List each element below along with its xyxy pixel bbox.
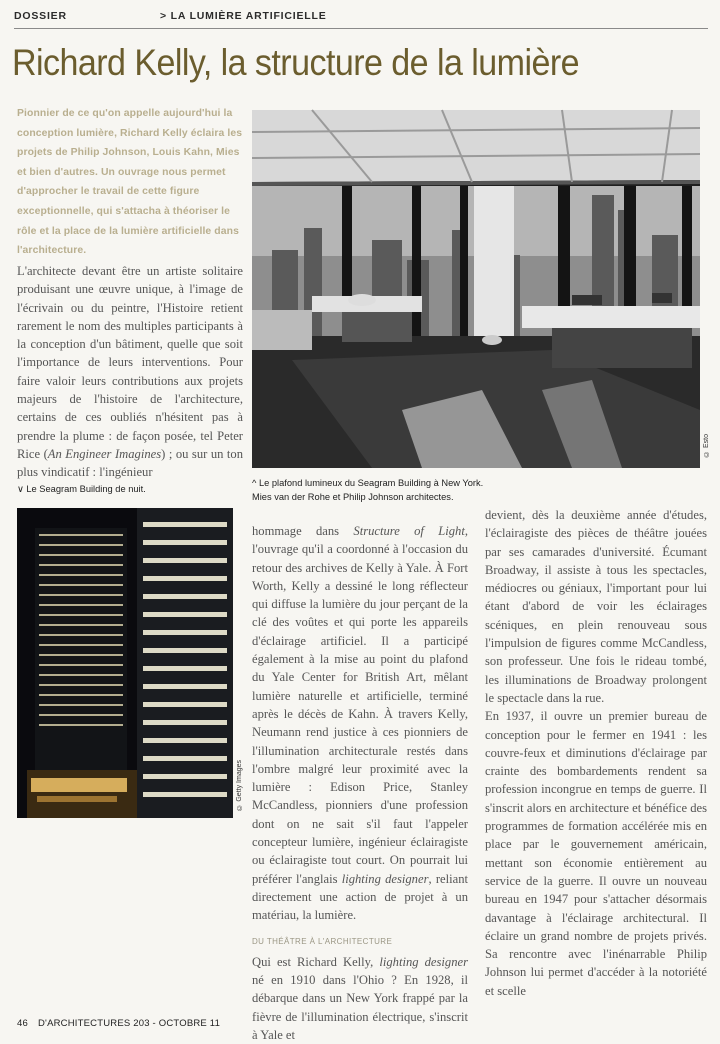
article-column-1: L'architecte devant être un artiste solitaire produisant une œuvre unique, à l'image de l'écrivain ou du peintre, l'Histoire retient rarement le nom des multiples participants à la conception d'un bâtiment, quelle que soit l'importance de leurs interventions. Pour faire valoir leurs contributions aux projets majeurs de l'histoire de l'architecture, certains de ces oubliés n'hésitent pas à prendre la plume : de façon posée, tel Peter Rice (An Engineer Imagines) ; ou sur un ton plus vindicatif : l'ingénieur <box>17 264 244 480</box>
main-photo-credit: © Esto <box>703 434 710 457</box>
section-subheading: DU THÉÂTRE À L'ARCHITECTURE <box>252 936 393 946</box>
header-rule <box>14 28 708 29</box>
seagram-interior-photo <box>252 110 700 468</box>
night-photo-credit: © Getty Images <box>236 760 243 811</box>
issue-info: D'ARCHITECTURES 203 - OCTOBRE 11 <box>38 1018 221 1029</box>
night-photo-caption: ∨ Le Seagram Building de nuit. <box>17 484 146 494</box>
main-photo-caption-line-2: Mies van der Rohe et Philip Johnson architectes. <box>252 492 454 502</box>
article-column-2: hommage dans Structure of Light, l'ouvrage qu'il a coordonné à l'occasion du retour des archives de Kelly à Yale. À Fort Worth, Kelly a dessiné le long réflecteur qui diffuse la lumière du jour perçant de la clé des voûtes et qui porte les appareils d'éclairage artificiel. Il a participé également à la mise au point du plafond du Yale Center for British Art, mêlant lumière naturelle et artificielle, terminé après le décès de Kahn. À travers Kelly, Neumann rend justice à ces pionniers de l'illumination architecturale restés dans l'ombre malgré leur proximité avec la lumière : Edison Price, Stanley McCandless, pionniers d'une profession dont on ne sait s'il faut l'appeler concepteur lumière, ingénieur éclairagiste ou éclairagiste tout court. On pourrait lui préférer l'anglais lighting designer, reliant directement une action de projet à un matériau, la lumière. DU THÉÂTRE À L'ARCHITECTURE Qui est Richard Kelly, lighting designer né en 1910 dans l'Ohio ? En 1928, il débarque dans un New York frappé par la fièvre de l'illumination électrique, s'inscrit à Yale et <box>252 524 469 1043</box>
page-title: Richard Kelly, la structure de la lumière <box>12 42 580 83</box>
topic-label: > LA LUMIÈRE ARTIFICIELLE <box>160 10 327 22</box>
section-label: DOSSIER <box>14 10 67 22</box>
main-photo-caption-line-1: ^ Le plafond lumineux du Seagram Building à New York. <box>252 478 484 488</box>
article-column-3: devient, dès la deuxième année d'études, l'éclairagiste des pièces de théâtre jouées par ses camarades d'université. Écumant Broadway, il assiste à tous les spectacles, médiocres ou géniaux, l'important pour lui étant d'abord de voir les éclairages scéniques, en plein renouveau sous l'impulsion de figures comme McCandless, son professeur. Une fois le rideau tombé, les illuminations de Broadway prolongent le spectacle dans la rue. En 1937, il ouvre un premier bureau de conception pour le fermer en 1941 : les couvre-feux et diminutions d'éclairage par crainte des bombardements rendent sa profession incongrue en temps de guerre. Il s'inscrit alors en architecture et bénéfice des programmes de formation accélérée mis en place par le gouvernement américain, mettant son économie entièrement au service de la guerre. Il ouvre un nouveau bureau en 1947 pour s'attacher désormais davantage à l'éclairage architectural. Il éclaire un grand nombre de projets privés. Sa rencontre avec l'inénarrable Philip Johnson lui permet d'accéder à la notoriété et scelle <box>485 508 707 998</box>
seagram-night-photo <box>17 508 233 818</box>
page-number: 46 <box>17 1018 28 1029</box>
article-lead: Pionnier de ce qu'on appelle aujourd'hui la conception lumière, Richard Kelly éclaira les projets de Philip Johnson, Louis Kahn, Mies et bien d'autres. Un ouvrage nous permet d'approcher le travail de cette figure exceptionnelle, qui s'attacha à théoriser le rôle et la place de la lumière artificielle dans l'architecture. <box>17 108 243 257</box>
